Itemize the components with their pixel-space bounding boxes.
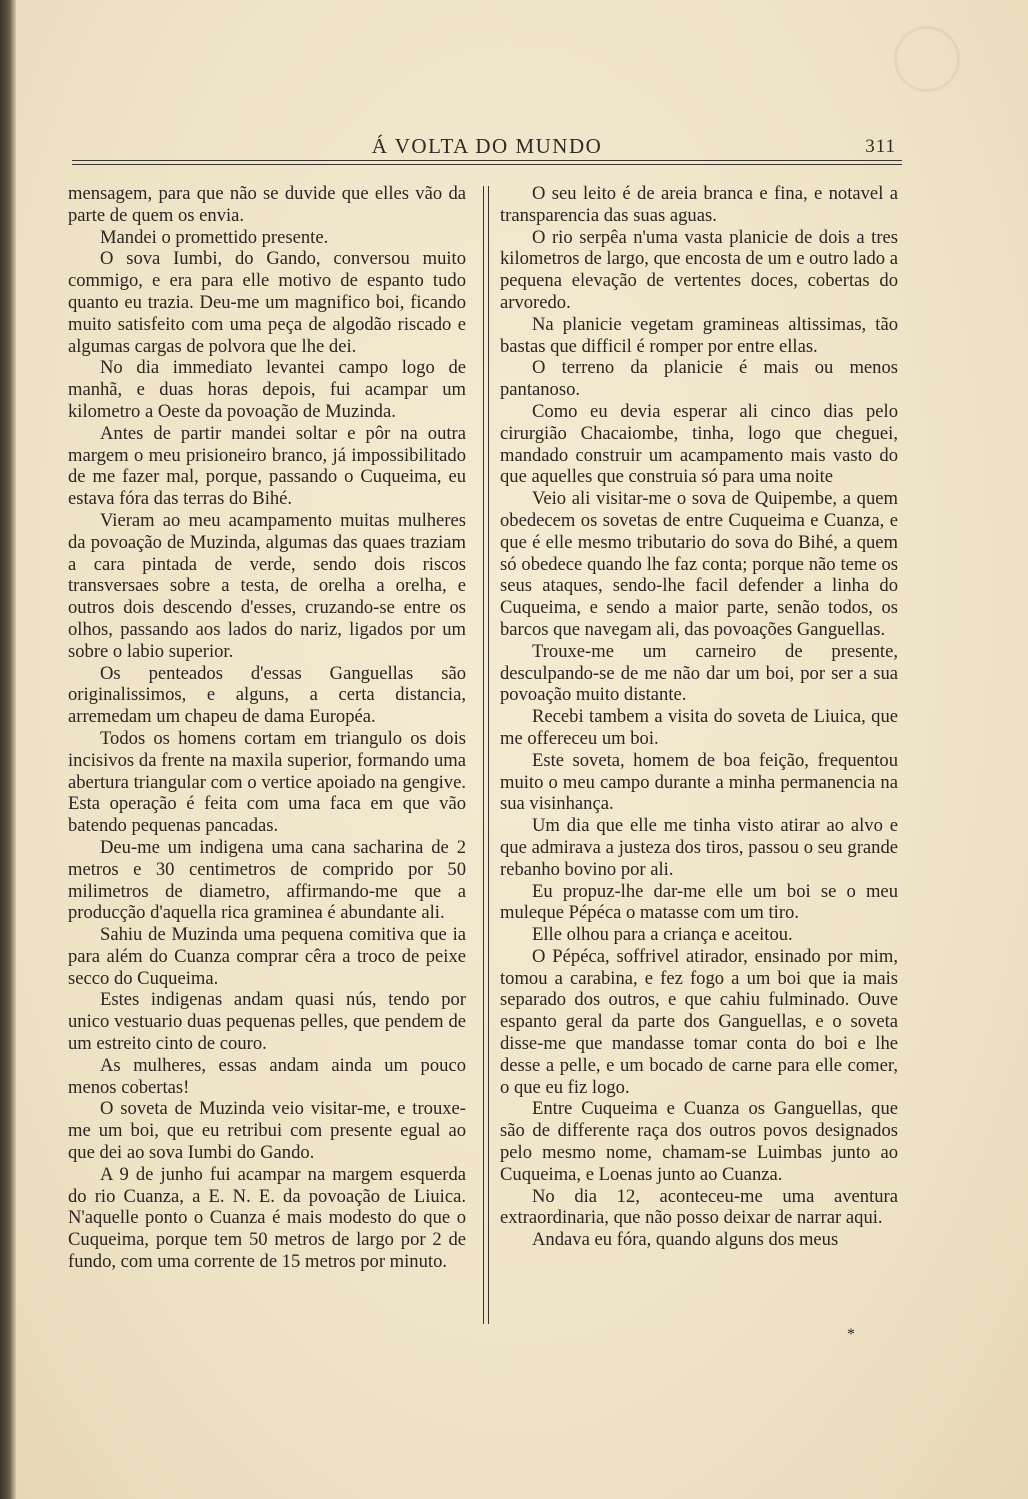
paragraph: Entre Cuqueima e Cuanza os Ganguellas, que são de differente raça dos outros povos designados pelo mesmo nome, chamam-se Luimbas junto ao Cuqueima, e Loenas junto ao Cuanza.: [500, 1098, 898, 1185]
paragraph: As mulheres, essas andam ainda um pouco menos cobertas!: [68, 1054, 466, 1098]
paragraph: Mandei o promettido presente.: [100, 226, 329, 248]
running-title: Á VOLTA DO MUNDO: [371, 134, 603, 158]
paragraph: A 9 de junho fui acampar na margem esquerda do rio Cuanza, a E. N. E. da povoação de Liuica. N'aquelle ponto o Cuanza é mais modesto do que o Cuqueima, porque tem 50 metros de largo por 2 de fundo, com uma corrente de 15 metros por minuto.: [68, 1163, 466, 1273]
paragraph: Eu propuz-lhe dar-me elle um boi se o meu muleque Pépéca o matasse com um tiro.: [500, 880, 898, 924]
header-rule: [72, 160, 902, 161]
signature-mark: *: [847, 1326, 855, 1343]
paragraph: Vieram ao meu acampamento muitas mulheres da povoação de Muzinda, algumas das quaes traziam a cara pintada de verde, sendo dois riscos transversaes sobre a testa, de orelha a orelha, e outros dois descendo d'esses, cruzando-se entre os olhos, passando aos lados do nariz, ligados por um sobre o labio superior.: [68, 509, 466, 662]
paragraph: Deu-me um indigena uma cana sacharina de 2 metros e 30 centimetros de comprido por 50 milimetros de diametro, affirmando-me que a producção d'aquella rica graminea é abundante ali.: [68, 836, 466, 924]
column-divider: [483, 186, 489, 1324]
page-binding-edge: [0, 0, 16, 1499]
paragraph: Como eu devia esperar ali cinco dias pelo cirurgião Chacaiombe, tinha, logo que cheguei, mandado construir um acampamento mais vasto do que aquelles que construia só para uma noite: [500, 400, 898, 488]
page-number: 311: [865, 136, 896, 157]
left-column: [68, 183, 466, 1273]
paragraph: O soveta de Muzinda veio visitar-me, e trouxe-me um boi, que eu retribui com presente egual ao que dei ao sova Iumbi do Gando.: [68, 1098, 466, 1164]
paragraph: No dia immediato levantei campo logo de manhã, e duas horas depois, fui acampar um kilometro a Oeste da povoação de Muzinda.: [68, 357, 466, 422]
paragraph: O Pépéca, soffrivel atirador, ensinado por mim, tomou a carabina, e fez fogo a um boi que ia mais separado dos outros, e que cahiu fulminado. Ouve espanto geral da parte dos Ganguellas, e o soveta disse-me que mandasse tomar conta do boi e lhe desse a pelle, e um bocado de carne para elle comer, o que eu fiz logo.: [500, 945, 898, 1098]
paragraph: Os penteados d'essas Ganguellas são originalissimos, e alguns, a certa distancia, arremedam um chapeu de dama Européa.: [68, 662, 466, 728]
right-column: [500, 183, 898, 1251]
paragraph: Recebi tambem a visita do soveta de Liuica, que me offereceu um boi.: [500, 706, 898, 749]
paragraph: Este soveta, homem de boa feição, frequentou muito o meu campo durante a minha permanencia na sua visinhança.: [500, 749, 898, 815]
paragraph: mensagem, para que não se duvide que elles vão da parte de quem os envia.: [68, 183, 466, 226]
library-stamp: [894, 26, 960, 92]
paragraph: Veio ali visitar-me o sova de Quipembe, a quem obedecem os sovetas de entre Cuqueima e Cuanza, e que é elle mesmo tributario do sova do Bihé, a quem só obedece quando lhe faz conta; porque não teme os seus ataques, sendo-lhe facil defender a linha do Cuqueima, e sendo a maior parte, senão todos, os barcos que navegam ali, das povoações Ganguellas.: [500, 488, 898, 640]
running-header: [72, 128, 902, 168]
paragraph: No dia 12, aconteceu-me uma aventura extraordinaria, que não posso deixar de narrar aqui.: [500, 1185, 898, 1229]
paragraph: Trouxe-me um carneiro de presente, desculpando-se de me não dar um boi, por ser a sua povoação muito distante.: [500, 640, 898, 706]
paragraph: O rio serpêa n'uma vasta planicie de dois a tres kilometros de largo, que encosta de um e outro lado a pequena elevação de vertentes doces, cobertas do arvoredo.: [500, 226, 898, 313]
paragraph: O sova Iumbi, do Gando, conversou muito commigo, e era para elle motivo de espanto tudo quanto eu trazia. Deu-me um magnifico boi, ficando muito satisfeito com uma peça de algodão riscado e algumas cargas de polvora que lhe dei.: [68, 248, 466, 357]
paragraph: Um dia que elle me tinha visto atirar ao alvo e que admirava a justeza dos tiros, passou o seu grande rebanho bovino por ali.: [500, 815, 898, 880]
paragraph: Antes de partir mandei soltar e pôr na outra margem o meu prisioneiro branco, já impossibilitado de me fazer mal, porque, passando o Cuqueima, eu estava fóra das terras do Bihé.: [68, 422, 466, 510]
paragraph: Elle olhou para a criança e aceitou.: [532, 924, 793, 946]
header-rule-thin: [72, 164, 902, 165]
paragraph: Andava eu fóra, quando alguns dos meus: [532, 1229, 839, 1251]
paragraph: O seu leito é de areia branca e fina, e notavel a transparencia das suas aguas.: [500, 183, 898, 226]
paragraph: Todos os homens cortam em triangulo os dois incisivos da frente na maxila superior, formando uma abertura triangular com o vertice apoiado na gengive. Esta operação é feita com uma faca em que vão batendo pequenas pancadas.: [68, 727, 466, 837]
paragraph: Sahiu de Muzinda uma pequena comitiva que ia para além do Cuanza comprar cêra a troco de peixe secco do Cuqueima.: [68, 924, 466, 989]
paragraph: Estes indigenas andam quasi nús, tendo por unico vestuario duas pequenas pelles, que pendem de um estreito cinto de couro.: [68, 989, 466, 1055]
paragraph: O terreno da planicie é mais ou menos pantanoso.: [500, 357, 898, 401]
paragraph: Na planicie vegetam gramineas altissimas, tão bastas que difficil é romper por entre ellas.: [500, 313, 898, 357]
